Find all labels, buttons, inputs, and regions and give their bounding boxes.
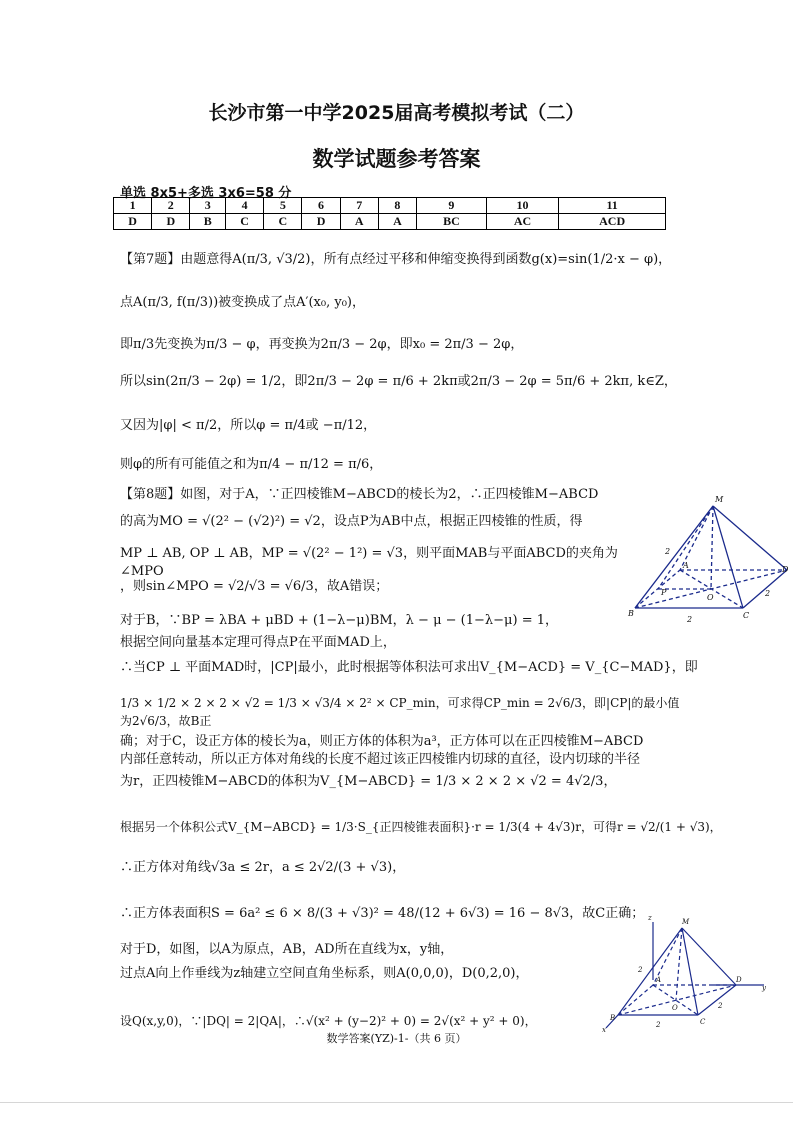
solution-line: ，则sin∠MPO = √2/√3 = √6/3，故A错误； — [120, 579, 389, 594]
figure-label: D — [736, 976, 742, 984]
solution-line: ∴当CP ⊥ 平面MAD时，|CP|最小，此时根据等体积法可求出V_{M−ACD} = V_{C−MAD}，即 — [120, 660, 698, 675]
figure-label: x — [602, 1026, 606, 1034]
bottom-rule — [0, 1102, 793, 1103]
figure-label: D — [782, 565, 789, 574]
solution-line: 过点A向上作垂线为z轴建立空间直角坐标系，则A(0,0,0)，D(0,2,0)， — [120, 966, 529, 981]
answer-cell: D — [114, 214, 152, 230]
figure-label: 2 — [656, 1021, 661, 1029]
page-subtitle: 数学试题参考答案 — [312, 147, 481, 171]
figure-label: A — [683, 561, 689, 570]
answer-table-number-row — [114, 198, 666, 214]
solution-line: 根据另一个体积公式V_{M−ABCD} = 1/3·S_{正四棱锥表面积}·r = 1/3(4 + 4√3)r，可得r = √2/(1 + √3)， — [120, 820, 722, 834]
figure-label: 2 — [665, 547, 671, 556]
score-note: 单选 8x5+多选 3x6=58 分 — [120, 186, 292, 201]
pyramid-figure-2 — [598, 910, 770, 1035]
solution-line: 确；对于C，设正方体的棱长为a，则正方体的体积为a³，正方体可以在正四棱锥M−ABCD — [120, 734, 644, 749]
page-footer: 数学答案(YZ)-1-（共 6 页） — [326, 1032, 467, 1045]
figure-label: y — [762, 984, 766, 992]
pyramid-figure-1 — [625, 490, 793, 630]
answer-table-answer-row — [114, 214, 666, 230]
question-number: 1 — [114, 198, 152, 214]
figure-label: B — [610, 1014, 616, 1022]
solution-line: 对于D，如图，以A为原点，AB，AD所在直线为x，y轴， — [120, 942, 454, 957]
solution-line: MP ⊥ AB, OP ⊥ AB，MP = √(2² − 1²) = √3，则平面MAB与平面ABCD的夹角为∠MPO — [120, 546, 618, 579]
figure-label: O — [707, 593, 714, 602]
solution-line: 【第7题】由题意得A(π/3, √3/2)，所有点经过平移和伸缩变换得到函数g(x)=sin(1/2·x − φ)， — [120, 252, 672, 267]
solution-line: 根据空间向量基本定理可得点P在平面MAD上， — [120, 635, 396, 650]
solution-line: 所以sin(2π/3 − 2φ) = 1/2，即2π/3 − 2φ = π/6 + 2kπ或2π/3 − 2φ = 5π/6 + 2kπ, k∈Z， — [120, 374, 677, 389]
question-number: 8 — [378, 198, 416, 214]
answer-cell: A — [378, 214, 416, 230]
solution-line: 内部任意转动，所以正方体对角线的长度不超过该正四棱锥内切球的直径，设内切球的半径 — [120, 752, 641, 767]
solution-line: 点A(π/3, f(π/3))被变换成了点A′(x₀, y₀)， — [120, 295, 365, 310]
question-number: 4 — [226, 198, 264, 214]
answer-cell: ACD — [559, 214, 666, 230]
answer-cell: B — [190, 214, 226, 230]
figure-label: 2 — [765, 589, 771, 598]
question-number: 2 — [152, 198, 190, 214]
figure-label: 2 — [638, 966, 643, 974]
figure-label: O — [672, 1004, 678, 1012]
question-number: 5 — [264, 198, 302, 214]
figure-label: M — [682, 918, 690, 926]
question-number: 3 — [190, 198, 226, 214]
figure-label: P — [661, 588, 667, 597]
solution-line: 1/3 × 1/2 × 2 × 2 × √2 = 1/3 × √3/4 × 2² × CP_min，可求得CP_min = 2√6/3，即|CP|的最小值为2√6/3，故B正 — [120, 696, 680, 728]
solution-line: 的高为MO = √(2² − (√2)²) = √2，设点P为AB中点，根据正四棱锥的性质，得 — [120, 514, 583, 529]
solution-line: 则φ的所有可能值之和为π/4 − π/12 = π/6， — [120, 457, 383, 472]
answer-cell: BC — [417, 214, 487, 230]
page-title: 长沙市第一中学2025届高考模拟考试（二） — [208, 102, 585, 124]
answer-cell: D — [302, 214, 340, 230]
question-number: 6 — [302, 198, 340, 214]
answer-cell: AC — [486, 214, 558, 230]
solution-line: 设Q(x,y,0)，∵|DQ| = 2|QA|，∴√(x² + (y−2)² + 0) = 2√(x² + y² + 0)， — [120, 1014, 537, 1028]
figure-label: A — [656, 976, 662, 984]
solution-line: ∴正方体对角线√3a ≤ 2r，a ≤ 2√2/(3 + √3)， — [120, 860, 406, 875]
answer-cell: A — [340, 214, 378, 230]
solution-line: 即π/3先变换为π/3 − φ，再变换为2π/3 − 2φ，即x₀ = 2π/3 − 2φ， — [120, 337, 524, 352]
figure-label: M — [715, 495, 724, 504]
answer-table — [113, 197, 666, 230]
answer-cell: C — [264, 214, 302, 230]
solution-line: ∴正方体表面积S = 6a² ≤ 6 × 8/(3 + √3)² = 48/(12 + 6√3) = 16 − 8√3，故C正确； — [120, 906, 645, 921]
figure-label: z — [648, 914, 652, 922]
solution-line: 又因为|φ| < π/2，所以φ = π/4或 −π/12， — [120, 418, 377, 433]
figure-label: B — [628, 609, 634, 618]
answer-cell: D — [152, 214, 190, 230]
question-number: 10 — [486, 198, 558, 214]
figure-label: C — [743, 611, 750, 620]
solution-line: 对于B，∵BP = λBA + μBD + (1−λ−μ)BM，λ − μ − (1−λ−μ) = 1， — [120, 613, 559, 628]
question-number: 7 — [340, 198, 378, 214]
figure-label: 2 — [718, 1002, 723, 1010]
figure-label: 2 — [687, 615, 693, 624]
solution-line: 【第8题】如图，对于A，∵正四棱锥M−ABCD的棱长为2，∴正四棱锥M−ABCD — [120, 487, 599, 502]
solution-line: 为r，正四棱锥M−ABCD的体积为V_{M−ABCD} = 1/3 × 2 × 2 × √2 = 4√2/3， — [120, 774, 617, 789]
question-number: 9 — [417, 198, 487, 214]
question-number: 11 — [559, 198, 666, 214]
figure-label: C — [700, 1018, 706, 1026]
answer-cell: C — [226, 214, 264, 230]
